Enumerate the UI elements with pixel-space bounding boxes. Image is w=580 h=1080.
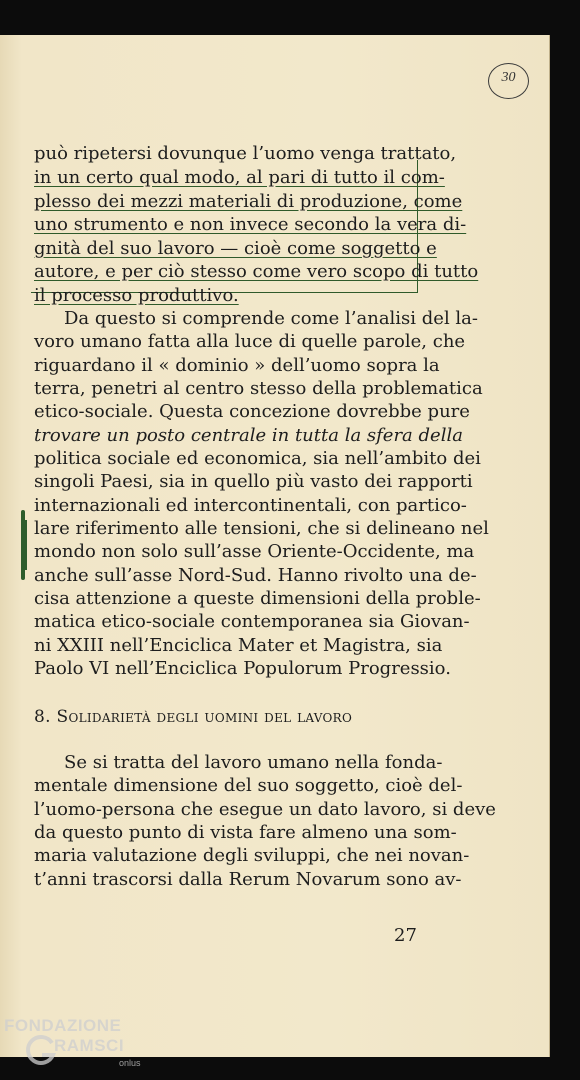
text-line: plesso dei mezzi materiali di produzione, come <box>34 191 463 212</box>
text-line: Paolo VI nell’Enciclica Populorum Progressio. <box>34 658 451 679</box>
text-line: mondo non solo sull’asse Oriente-Occidente, ma <box>34 541 475 562</box>
text-line: gnità del suo lavoro — cioè come soggetto e <box>34 238 437 259</box>
text-line: mentale dimensione del suo soggetto, cioè del- <box>34 775 463 796</box>
text-line: t’anni trascorsi dalla Rerum Novarum sono av- <box>34 869 462 890</box>
text-line: terra, penetri al centro stesso della problematica <box>34 378 483 399</box>
text-line: maria valutazione degli sviluppi, che nei novan- <box>34 845 470 866</box>
text-line: matica etico-sociale contemporanea sia Giovan- <box>34 611 470 632</box>
text-line: da questo punto di vista fare almeno una som- <box>34 822 457 843</box>
watermark-g-icon <box>24 1033 58 1067</box>
text-line: politica sociale ed economica, sia nell’ambito dei <box>34 448 481 469</box>
text-line: uno strumento e non invece secondo la vera di- <box>34 214 467 235</box>
text-line: l’uomo-persona che esegue un dato lavoro, si deve <box>34 799 496 820</box>
text-line: ni XXIII nell’Enciclica Mater et Magistra, sia <box>34 635 443 656</box>
page-number: 27 <box>394 925 417 946</box>
text-line: lare riferimento alle tensioni, che si delineano nel <box>34 518 489 539</box>
text-line: etico-sociale. Questa concezione dovrebbe pure <box>34 401 470 422</box>
text-line: riguardano il « dominio » dell’uomo sopra la <box>34 355 440 376</box>
text-line: voro umano fatta alla luce di quelle parole, che <box>34 331 466 352</box>
text-line: Se si tratta del lavoro umano nella fonda- <box>64 752 443 773</box>
handwritten-page-number <box>488 63 529 99</box>
text-line: può ripetersi dovunque l’uomo venga trattato, <box>34 143 457 164</box>
text-line: in un certo qual modo, al pari di tutto il com- <box>34 167 445 188</box>
watermark-logo <box>4 1016 154 1076</box>
text-line: trovare un posto centrale in tutta la sfera della <box>34 425 463 446</box>
watermark-text: FONDAZIONE <box>4 1016 122 1035</box>
watermark-text: RAMSCI <box>54 1036 125 1055</box>
text-line: Da questo si comprende come l’analisi del la- <box>64 308 478 329</box>
text-line: autore, e per ciò stesso come vero scopo di tutto <box>34 261 479 282</box>
text-line: singoli Paesi, sia in quello più vasto dei rapporti <box>34 471 473 492</box>
handwritten-number: 30 <box>501 70 516 85</box>
margin-mark <box>25 520 27 570</box>
section-heading: 8. Solidarietà degli uomini del lavoro <box>34 707 353 727</box>
text-line: anche sull’asse Nord-Sud. Hanno rivolto una de- <box>34 565 477 586</box>
text-line: cisa attenzione a queste dimensioni della proble- <box>34 588 481 609</box>
text-line: il processo produttivo. <box>34 285 239 306</box>
text-line: internazionali ed intercontinentali, con partico- <box>34 495 467 516</box>
watermark-text: onlus <box>119 1058 141 1068</box>
